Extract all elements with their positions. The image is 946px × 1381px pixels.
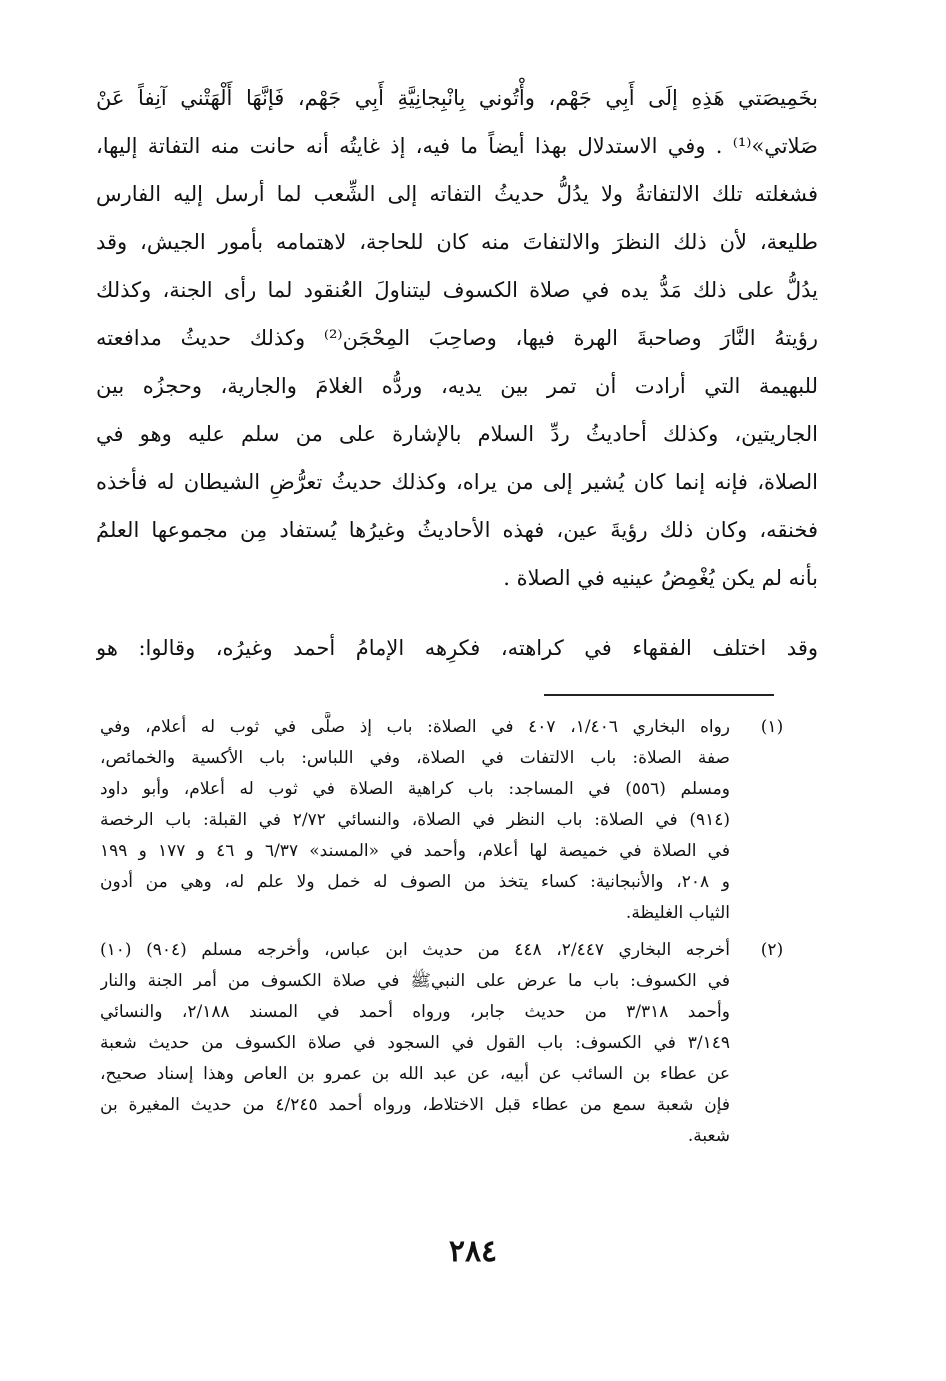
- footnote-line: رواه البخاري ١/٤٠٦، ٤٠٧ في الصلاة: باب إذ صلَّى في ثوب له أعلام، وفي: [100, 717, 730, 737]
- footnote-line: صفة الصلاة: باب الالتفات في الصلاة، وفي اللباس: باب الأكسية والخمائص،: [100, 748, 730, 768]
- footnote-marker: (٢): [760, 940, 784, 960]
- text-line: طليعة، لأن ذلك النظرَ والالتفاتَ منه كان للحاجة، لاهتمامه بأمور الجيش، وقد: [96, 230, 818, 254]
- text-line: بخَمِيصَتي هَذِهِ إلَى أَبِي جَهْم، وأْتُوني بِانْبِجانِيَّةِ أَبِي جَهْم، فَإنَّهَا أَلْهَتْني آنِفاً عَنْ: [96, 86, 818, 110]
- main-paragraph: [96, 74, 818, 602]
- text-line: فشغلته تلك الالتفاتةُ ولا يدُلُّ حديثُ التفاته إلى الشِّعب لما أرسل إليه الفارس: [96, 182, 818, 206]
- footnotes: [100, 712, 790, 1152]
- footnote-line: أخرجه البخاري ٢/٤٤٧، ٤٤٨ من حديث ابن عباس، وأخرجه مسلم (٩٠٤) (١٠): [100, 940, 730, 960]
- footnote-line: في الصلاة في خميصة لها أعلام، وأحمد في «المسند» ٦/٣٧ و ٤٦ و ١٧٧ و ١٩٩: [100, 841, 730, 861]
- page-number: ٢٨٤: [448, 1234, 498, 1269]
- text-line: بأنه لم يكن يُغْمِضُ عينيه في الصلاة .: [503, 566, 818, 590]
- second-paragraph: وقد اختلف الفقهاء في كراهته، فكرِهه الإمامُ أحمد وغيرُه، وقالوا: هو: [96, 636, 818, 660]
- footnote-body: [100, 712, 730, 929]
- text-line: فخنقه، وكان ذلك رؤيةَ عين، فهذه الأحاديثُ وغيرُها يُستفاد مِن مجموعها العلمُ: [96, 518, 818, 542]
- text-line: رؤيتهُ النَّارَ وصاحبةَ الهرة فيها، وصاحِبَ المِحْجَن⁽²⁾ وكذلك حديثُ مدافعته: [96, 326, 818, 350]
- footnote-line: عن عطاء بن السائب عن أبيه، عن عبد الله بن عمرو بن العاص وهذا إسناد صحيح،: [100, 1064, 730, 1084]
- footnote-line: ٣/١٤٩ في الكسوف: باب القول في السجود في صلاة الكسوف من حديث شعبة: [100, 1033, 730, 1053]
- footnote-line: في الكسوف: باب ما عرض على النبيﷺ في صلاة الكسوف من أمر الجنة والنار: [100, 971, 730, 991]
- footnote-line: فإن شعبة سمع من عطاء قبل الاختلاط، ورواه أحمد ٤/٢٤٥ من حديث المغيرة بن: [100, 1095, 730, 1115]
- footnote-line: ومسلم (٥٥٦) في المساجد: باب كراهية الصلاة في ثوب له أعلام، وأبو داود: [100, 779, 730, 799]
- text-line: للبهيمة التي أرادت أن تمر بين يديه، وردُّه الغلامَ والجارية، وحجزُه بين: [96, 374, 818, 398]
- footnote-1: [100, 712, 790, 929]
- footnote-line: الثياب الغليظة.: [625, 903, 730, 923]
- text-line: الصلاة، فإنه إنما كان يُشير إلى من يراه، وكذلك حديثُ تعرُّضِ الشيطان له فأخذه: [96, 470, 818, 494]
- text-line: يدُلُّ على ذلك مَدُّ يده في صلاة الكسوف ليتناولَ العُنقود لما رأى الجنة، وكذلك: [96, 278, 818, 302]
- footnote-2: [100, 935, 790, 1152]
- text-line: الجاريتين، وكذلك أحاديثُ ردِّ السلام بالإشارة على من سلم عليه وهو في: [96, 422, 818, 446]
- text-line: صَلاتي»⁽¹⁾ . وفي الاستدلال بهذا أيضاً ما فيه، إذ غايتُه أنه حانت منه التفاتة إليها،: [96, 134, 818, 158]
- footnote-line: شعبة.: [687, 1126, 730, 1146]
- footnote-body: [100, 935, 730, 1152]
- footnote-line: وأحمد ٣/٣١٨ من حديث جابر، ورواه أحمد في المسند ٢/١٨٨، والنسائي: [100, 1002, 730, 1022]
- footnote-line: و ٢٠٨، والأنبجانية: كساء يتخذ من الصوف له خمل ولا علم له، وهي من أدون: [100, 872, 730, 892]
- footnote-line: (٩١٤) في الصلاة: باب النظر في الصلاة، والنسائي ٢/٧٢ في القبلة: باب الرخصة: [100, 810, 730, 830]
- footnote-separator: [544, 694, 774, 696]
- footnote-marker: (١): [760, 717, 784, 737]
